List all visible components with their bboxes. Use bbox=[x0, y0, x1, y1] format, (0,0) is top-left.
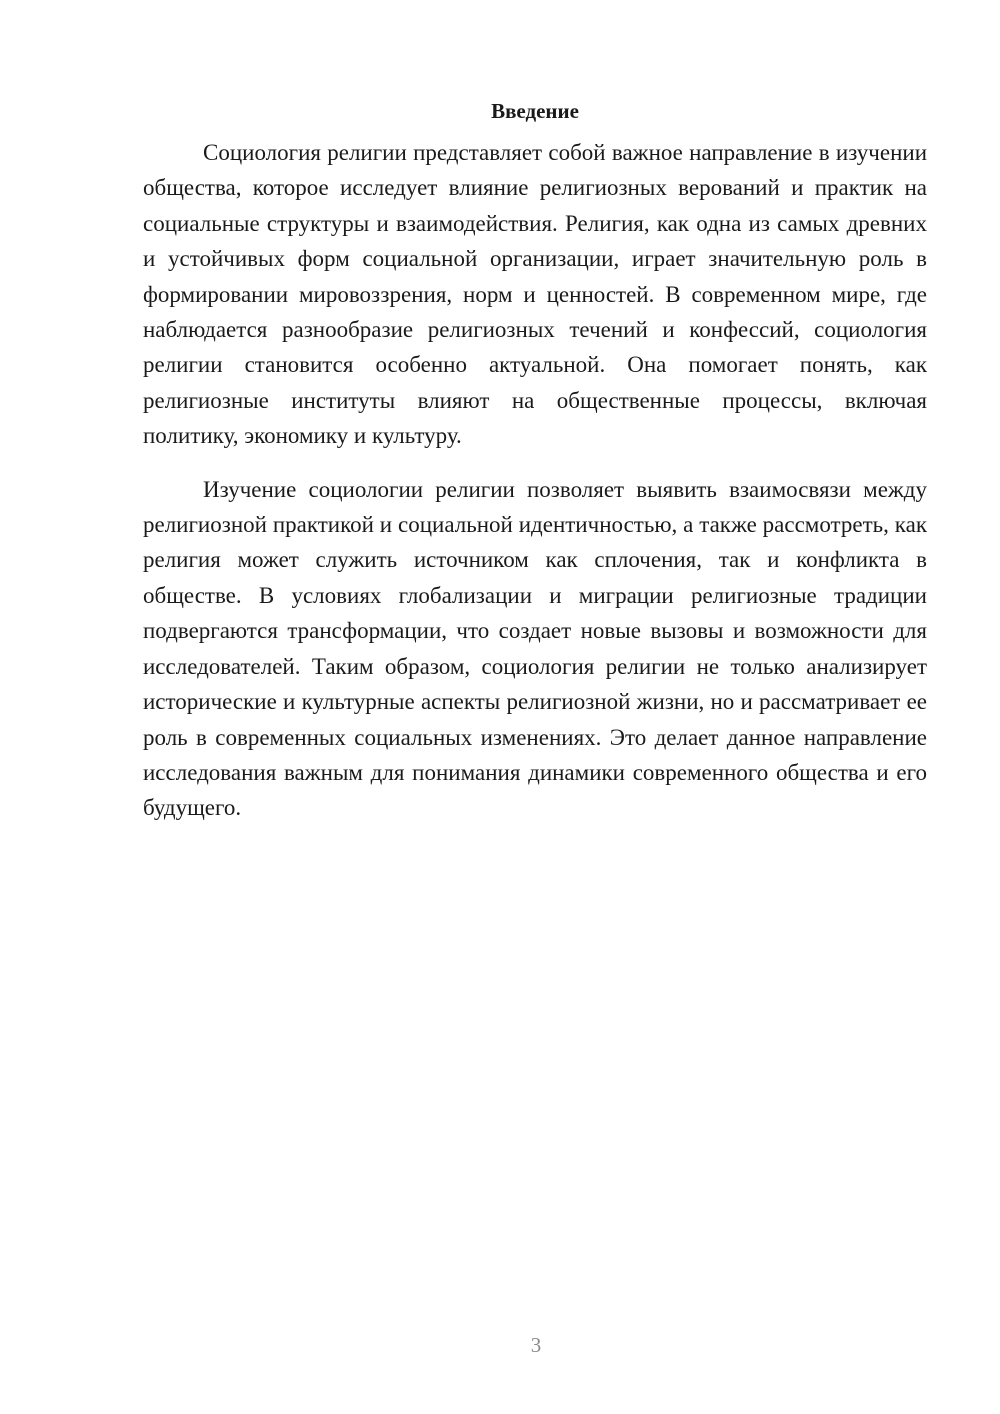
page-number: 3 bbox=[530, 1333, 542, 1357]
page-title: Введение bbox=[491, 99, 579, 123]
paragraph-intro: Социология религии представляет собой важное направление в изучении общества, которое исследует влияние религиозных верований и практик на социальные структуры и взаимодействия. Религия, как одна из самых древних и устойчивых форм социальной организации, играет значительную роль в формировании мировоззрения, норм и ценностей. В современном мире, где наблюдается разнообразие религиозных течений и конфессий, социология религии становится особенно актуальной. Она помогает понять, как религиозные институты влияют на общественные процессы, включая политику, экономику и культуру. bbox=[143, 140, 927, 449]
page-content bbox=[143, 96, 927, 826]
paragraph-study: Изучение социологии религии позволяет выявить взаимосвязи между религиозной практикой и социальной идентичностью, а также рассмотреть, как религия может служить источником как сплочения, так и конфликта в обществе. В условиях глобализации и миграции религиозные традиции подвергаются трансформации, что создает новые вызовы и возможности для исследователей. Таким образом, социология религии не только анализирует исторические и культурные аспекты религиозной жизни, но и рассматривает ее роль в современных социальных изменениях. Это делает данное направление исследования важным для понимания динамики современного общества и его будущего. bbox=[143, 476, 927, 821]
